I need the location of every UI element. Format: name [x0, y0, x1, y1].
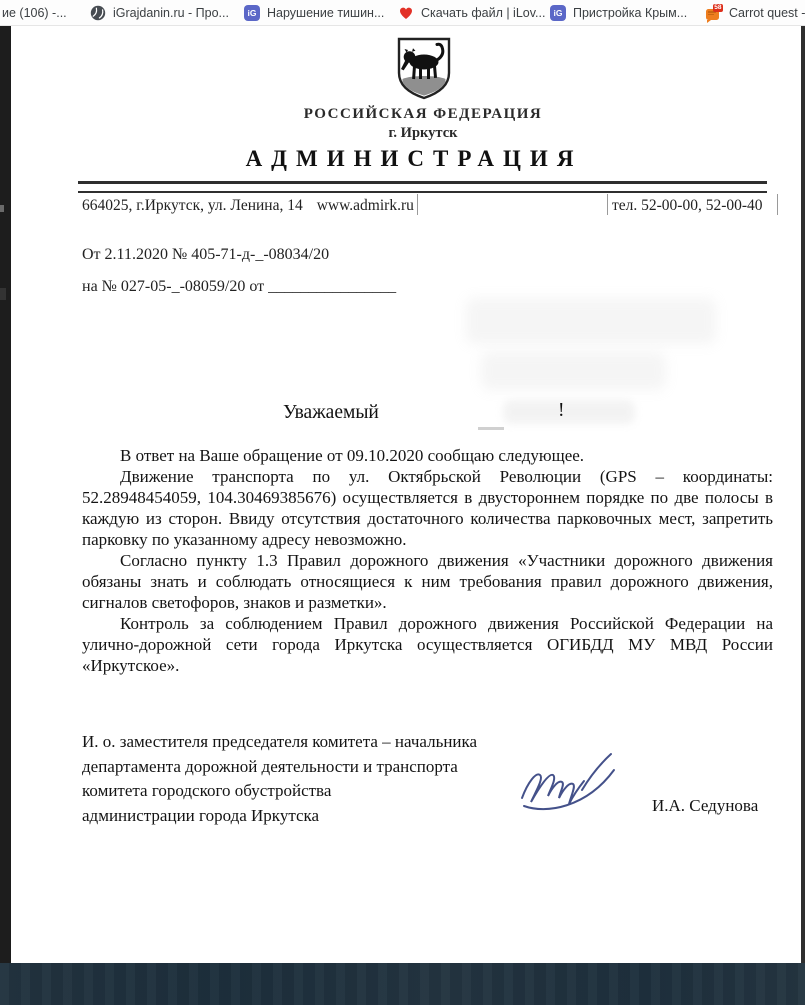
- bookmark-item-pristroika[interactable]: [550, 0, 687, 25]
- redacted-addressee-blur: [466, 298, 716, 344]
- header-city: г. Иркутск: [388, 125, 458, 141]
- signer-name: И.А. Седунова: [652, 796, 759, 815]
- bookmark-item-partial[interactable]: [2, 0, 67, 25]
- signer-position-line: И. о. заместителя председателя комитета – начальника: [82, 732, 478, 751]
- ig-icon: iG: [244, 5, 260, 21]
- org-phone: тел. 52-00-00, 52-00-40: [612, 197, 763, 214]
- header-divider: [78, 181, 767, 193]
- signer-position-block: [82, 730, 477, 828]
- bookmarks-bar: [0, 0, 805, 26]
- header-administration-title: АДМИНИСТРАЦИЯ: [245, 146, 583, 171]
- redaction-mark: [478, 427, 504, 430]
- ig-icon: iG: [550, 5, 566, 21]
- incoming-reference-number: на № 027-05-_-08059/20 от ________________: [82, 278, 397, 295]
- separator-line: [607, 194, 608, 215]
- paragraph: Согласно пункту 1.3 Правил дорожного движения «Участники дорожного движения обязаны знать и соблюдать относящиеся к ним требования правил дорожного движения, сигналов светофоров, знаков и разметки».: [82, 551, 773, 612]
- org-address-line: [82, 197, 414, 215]
- bottom-taskbar-band: [0, 963, 805, 1005]
- bookmark-item-ilovepdf[interactable]: [398, 0, 545, 25]
- window-left-edge: [0, 26, 11, 963]
- heart-icon: [398, 5, 414, 21]
- redacted-name-blur: [503, 400, 635, 424]
- header-country: РОССИЙСКАЯ ФЕДЕРАЦИЯ: [303, 106, 543, 122]
- bookmark-label: Скачать файл | iLov...: [421, 5, 546, 20]
- irkutsk-coat-of-arms-icon: [391, 37, 457, 107]
- signer-position-line: комитета городского обустройства: [82, 781, 332, 800]
- paragraph: В ответ на Ваше обращение от 09.10.2020 сообщаю следующее.: [120, 446, 585, 465]
- redacted-addressee-blur: [481, 352, 666, 390]
- paragraph: Контроль за соблюдением Правил дорожного движения Российской Федерации на улично-дорожной сети города Иркутска осуществляется ОГИБДД МУ МВД России «Иркутское».: [82, 614, 773, 675]
- bookmark-item-carrot-quest[interactable]: [706, 0, 805, 25]
- carrot-chat-icon: [706, 5, 722, 21]
- handwritten-signature: [516, 746, 634, 818]
- bookmark-item-narushenie[interactable]: [244, 0, 384, 25]
- salutation-text: Уважаемый: [283, 402, 379, 423]
- outgoing-reference-number: От 2.11.2020 № 405-71-д-_-08034/20: [82, 246, 330, 263]
- separator-line: [777, 194, 778, 215]
- window-right-edge: [801, 26, 805, 963]
- org-address: 664025, г.Иркутск, ул. Ленина, 14: [82, 197, 303, 214]
- notification-badge: 58: [714, 4, 722, 11]
- bookmark-label: Carrot quest -: [729, 5, 805, 20]
- bookmark-label: Пристройка Крым...: [573, 5, 688, 20]
- letter-body: [82, 445, 773, 676]
- bookmark-item-igrajdanin[interactable]: [90, 0, 229, 25]
- bookmark-label: Нарушение тишин...: [267, 5, 385, 20]
- signer-position-line: администрации города Иркутска: [82, 805, 320, 825]
- bookmark-label: iGrajdanin.ru - Про...: [113, 5, 229, 20]
- bookmark-label: ие (106) -...: [2, 5, 67, 20]
- org-website: www.admirk.ru: [316, 197, 414, 214]
- separator-line: [417, 194, 418, 215]
- globe-icon: [90, 5, 106, 21]
- paragraph: Движение транспорта по ул. Октябрьской Революции (GPS – координаты: 52.28948454059, 104.30469385676) осуществляется в двустороннем порядке по две полосы в каждую из сторон. Ввиду отсутствия достаточного количества парковочных мест, запретить парковку по указанному адресу невозможно.: [82, 467, 773, 549]
- salutation-exclamation: !: [558, 400, 565, 421]
- signer-position-line: департамента дорожной деятельности и транспорта: [82, 756, 458, 776]
- letter-document-page: [11, 26, 801, 963]
